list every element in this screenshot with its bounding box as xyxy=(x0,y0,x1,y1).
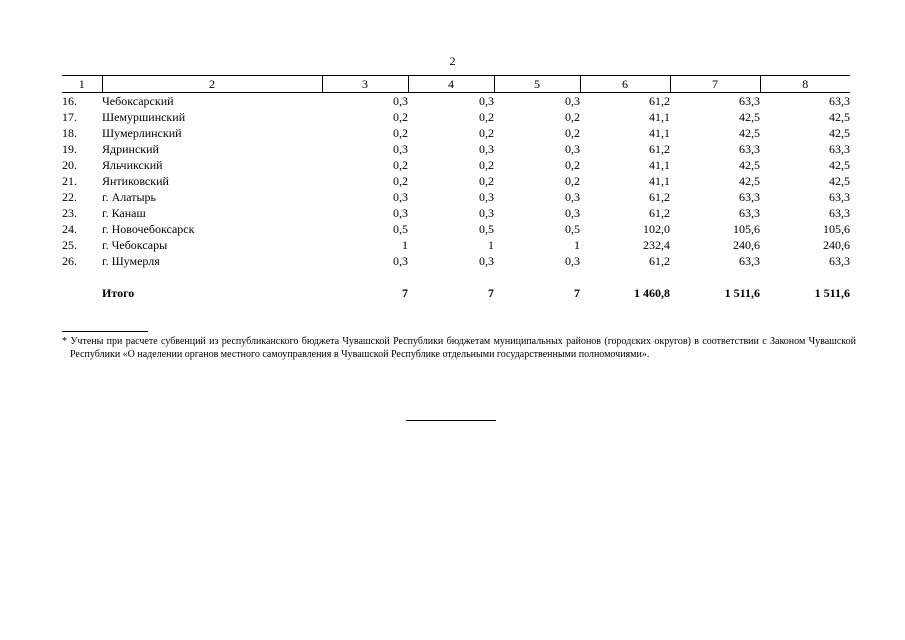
cell-col-6: 61,2 xyxy=(649,94,670,108)
cell-col-6: 61,2 xyxy=(649,190,670,204)
cell-col-4: 0,2 xyxy=(479,158,494,172)
cell-col-8: 240,6 xyxy=(823,238,850,252)
table-row xyxy=(62,253,850,269)
table-header-row xyxy=(62,76,850,93)
cell-col-8: 105,6 xyxy=(823,222,850,236)
column-header-8: 8 xyxy=(760,76,850,93)
cell-col-5: 0,3 xyxy=(565,190,580,204)
total-label: Итого xyxy=(102,286,135,300)
table-row xyxy=(62,237,850,253)
cell-col-4: 0,2 xyxy=(479,174,494,188)
municipality-name: Янтиковский xyxy=(102,174,169,188)
cell-col-7: 63,3 xyxy=(739,206,760,220)
municipality-name: г. Новочебоксарск xyxy=(102,222,195,236)
cell-col-3: 0,3 xyxy=(393,94,408,108)
column-header-7: 7 xyxy=(670,76,760,93)
row-number: 20. xyxy=(62,158,77,172)
cell-col-3: 0,5 xyxy=(393,222,408,236)
table-row xyxy=(62,157,850,173)
cell-col-8: 63,3 xyxy=(829,94,850,108)
cell-col-3: 0,3 xyxy=(393,206,408,220)
cell-col-3: 1 xyxy=(402,238,408,252)
cell-col-8: 42,5 xyxy=(829,110,850,124)
spacer-cell xyxy=(62,269,850,285)
municipality-name: г. Чебоксары xyxy=(102,238,168,252)
cell-col-4: 0,2 xyxy=(479,110,494,124)
total-col-6: 1 460,8 xyxy=(634,286,670,300)
cell-col-6: 41,1 xyxy=(649,126,670,140)
footnote-text: * Учтены при расчете субвенций из республиканского бюджета Чувашской Республики бюджетам муниципальных районов (городских округов) в соответствии с Законом Чувашской Республики «О наделении органов местного самоуправления в Чувашской Республике отдельными государственными полномочиями». xyxy=(62,336,856,360)
cell-col-4: 0,3 xyxy=(479,142,494,156)
cell-col-8: 63,3 xyxy=(829,190,850,204)
cell-col-6: 41,1 xyxy=(649,158,670,172)
total-col-8: 1 511,6 xyxy=(814,286,850,300)
column-header-3: 3 xyxy=(322,76,408,93)
cell-col-4: 0,5 xyxy=(479,222,494,236)
municipality-name: Шемуршинский xyxy=(102,110,186,124)
cell-col-3: 0,2 xyxy=(393,126,408,140)
cell-col-7: 63,3 xyxy=(739,142,760,156)
row-number: 24. xyxy=(62,222,77,236)
row-number: 18. xyxy=(62,126,77,140)
total-col-7: 1 511,6 xyxy=(724,286,760,300)
municipality-name: Яльчикский xyxy=(102,158,163,172)
subvention-table xyxy=(62,75,850,301)
row-number: 17. xyxy=(62,110,77,124)
row-number: 19. xyxy=(62,142,77,156)
cell-col-4: 0,3 xyxy=(479,254,494,268)
cell-col-5: 0,5 xyxy=(565,222,580,236)
municipality-name: г. Алатырь xyxy=(102,190,157,204)
cell-col-4: 0,3 xyxy=(479,190,494,204)
total-row xyxy=(62,285,850,301)
spacer-row xyxy=(62,269,850,285)
column-header-5: 5 xyxy=(494,76,580,93)
cell-col-5: 0,2 xyxy=(565,158,580,172)
row-number: 16. xyxy=(62,94,77,108)
table-body xyxy=(62,93,850,302)
cell-col-8: 63,3 xyxy=(829,142,850,156)
table-row xyxy=(62,205,850,221)
cell-col-5: 0,3 xyxy=(565,94,580,108)
cell-col-7: 42,5 xyxy=(739,174,760,188)
cell-col-8: 42,5 xyxy=(829,126,850,140)
row-number: 21. xyxy=(62,174,77,188)
column-header-2: 2 xyxy=(102,76,322,93)
cell-col-7: 42,5 xyxy=(739,126,760,140)
row-number: 26. xyxy=(62,254,77,268)
cell-col-7: 63,3 xyxy=(739,94,760,108)
municipality-name: г. Шумерля xyxy=(102,254,160,268)
cell-col-7: 42,5 xyxy=(739,158,760,172)
cell-col-8: 42,5 xyxy=(829,158,850,172)
cell-col-8: 63,3 xyxy=(829,206,850,220)
cell-col-5: 0,2 xyxy=(565,174,580,188)
cell-col-4: 0,2 xyxy=(479,126,494,140)
cell-col-7: 63,3 xyxy=(739,190,760,204)
cell-col-3: 0,2 xyxy=(393,158,408,172)
column-header-4: 4 xyxy=(408,76,494,93)
row-number: 22. xyxy=(62,190,77,204)
table-row xyxy=(62,141,850,157)
footnote-divider xyxy=(62,331,148,332)
cell-col-7: 42,5 xyxy=(739,110,760,124)
municipality-name: Чебоксарский xyxy=(102,94,174,108)
cell-col-7: 240,6 xyxy=(733,238,760,252)
cell-col-3: 0,3 xyxy=(393,190,408,204)
municipality-name: г. Канаш xyxy=(102,206,146,220)
total-col-5: 7 xyxy=(574,286,580,300)
column-header-6: 6 xyxy=(580,76,670,93)
cell-col-5: 0,3 xyxy=(565,206,580,220)
cell-col-6: 41,1 xyxy=(649,174,670,188)
cell-col-6: 61,2 xyxy=(649,142,670,156)
cell-col-5: 0,2 xyxy=(565,126,580,140)
total-col-4: 7 xyxy=(488,286,494,300)
page-number: 2 xyxy=(449,54,456,68)
total-col-3: 7 xyxy=(402,286,408,300)
end-divider xyxy=(406,420,496,421)
column-header-1: 1 xyxy=(62,76,102,93)
municipality-name: Шумерлинский xyxy=(102,126,182,140)
cell-col-4: 1 xyxy=(488,238,494,252)
cell-col-6: 232,4 xyxy=(643,238,670,252)
row-number: 23. xyxy=(62,206,77,220)
total-number-cell xyxy=(62,285,102,301)
cell-col-5: 0,2 xyxy=(565,110,580,124)
table-row xyxy=(62,93,850,110)
cell-col-6: 61,2 xyxy=(649,254,670,268)
cell-col-8: 63,3 xyxy=(829,254,850,268)
table-row xyxy=(62,173,850,189)
cell-col-6: 102,0 xyxy=(643,222,670,236)
cell-col-3: 0,2 xyxy=(393,110,408,124)
cell-col-4: 0,3 xyxy=(479,206,494,220)
table-row xyxy=(62,109,850,125)
cell-col-5: 1 xyxy=(574,238,580,252)
cell-col-7: 63,3 xyxy=(739,254,760,268)
table-row xyxy=(62,125,850,141)
cell-col-5: 0,3 xyxy=(565,142,580,156)
table-row xyxy=(62,221,850,237)
cell-col-3: 0,2 xyxy=(393,174,408,188)
cell-col-6: 41,1 xyxy=(649,110,670,124)
cell-col-3: 0,3 xyxy=(393,254,408,268)
cell-col-5: 0,3 xyxy=(565,254,580,268)
cell-col-7: 105,6 xyxy=(733,222,760,236)
cell-col-6: 61,2 xyxy=(649,206,670,220)
cell-col-4: 0,3 xyxy=(479,94,494,108)
row-number: 25. xyxy=(62,238,77,252)
cell-col-8: 42,5 xyxy=(829,174,850,188)
municipality-name: Ядринский xyxy=(102,142,159,156)
table-row xyxy=(62,189,850,205)
cell-col-3: 0,3 xyxy=(393,142,408,156)
